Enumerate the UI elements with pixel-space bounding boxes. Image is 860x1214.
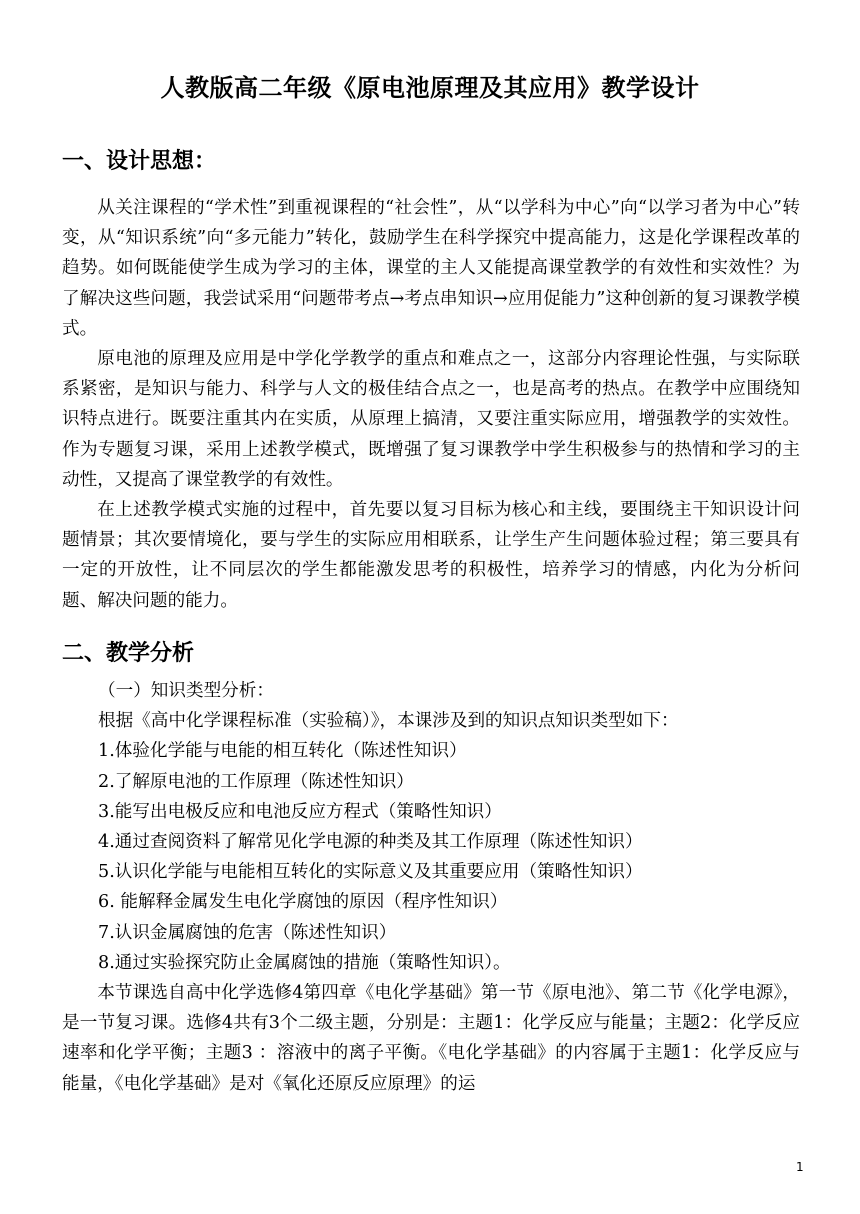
knowledge-item: 6. 能解释金属发生电化学腐蚀的原因（程序性知识） [98, 892, 508, 913]
knowledge-item: 3.能写出电极反应和电池反应方程式（策略性知识） [98, 801, 502, 822]
section2-subheading: （一）知识类型分析： [98, 681, 274, 701]
section1-heading: 一、设计思想： [62, 149, 217, 174]
section1-body [62, 193, 800, 616]
section2-intro: 根据《高中化学课程标准（实验稿）》，本课涉及到的知识点知识类型如下： [98, 711, 679, 732]
knowledge-item: 7.认识金属腐蚀的危害（陈述性知识） [98, 922, 397, 943]
document-title: 人教版高二年级《原电池原理及其应用》教学设计 [160, 74, 700, 102]
section2-body [62, 676, 800, 1099]
page-number: 1 [796, 1160, 804, 1174]
knowledge-item: 4.通过查阅资料了解常见化学电源的种类及其工作原理（陈述性知识） [98, 832, 643, 853]
knowledge-item: 5.认识化学能与电能相互转化的实际意义及其重要应用（策略性知识） [98, 862, 643, 883]
knowledge-item: 8.通过实验探究防止金属腐蚀的措施（策略性知识）。 [98, 952, 511, 973]
section2-heading: 二、教学分析 [62, 641, 195, 666]
section1-paragraph-1: 从关注课程的“学术性”到重视课程的“社会性”，从“以学科为中心”向“以学习者为中心”转变，从“知识系统”向“多元能力”转化，鼓励学生在科学探究中提高能力，这是化学课程改革的趋势。如何既能使学生成为学习的主体，课堂的主人又能提高课堂教学的有效性和实效性？为了解决这些问题，我尝试采用“问题带考点→考点串知识→应用促能力”这种创新的复习课教学模式。 [62, 198, 800, 339]
section1-paragraph-2: 原电池的原理及应用是中学化学教学的重点和难点之一，这部分内容理论性强，与实际联系紧密，是知识与能力、科学与人文的极佳结合点之一，也是高考的热点。在教学中应围绕知识特点进行。既要注重其内在实质，从原理上搞清，又要注重实际应用，增强教学的实效性。作为专题复习课，采用上述教学模式，既增强了复习课教学中学生积极参与的热情和学习的主动性，又提高了课堂教学的有效性。 [62, 349, 800, 490]
knowledge-item: 1.体验化学能与电能的相互转化（陈述性知识） [98, 741, 467, 762]
knowledge-item: 2.了解原电池的工作原理（陈述性知识） [98, 771, 414, 792]
section2-closing-paragraph: 本节课选自高中化学选修4第四章《电化学基础》第一节《原电池》、第二节《化学电源》，是一节复习课。选修4共有3个二级主题，分别是：主题1：化学反应与能量；主题2：化学反应速率和化学平衡；主题3 ：溶液中的离子平衡。《电化学基础》的内容属于主题1：化学反应与能量，《电化学基础》是对《氧化还原反应原理》的运 [62, 983, 800, 1094]
section1-paragraph-3: 在上述教学模式实施的过程中，首先要以复习目标为核心和主线，要围绕主干知识设计问题情景；其次要情境化，要与学生的实际应用相联系，让学生产生问题体验过程；第三要具有一定的开放性，让不同层次的学生都能激发思考的积极性，培养学习的情感，内化为分析问题、解决问题的能力。 [62, 500, 800, 611]
